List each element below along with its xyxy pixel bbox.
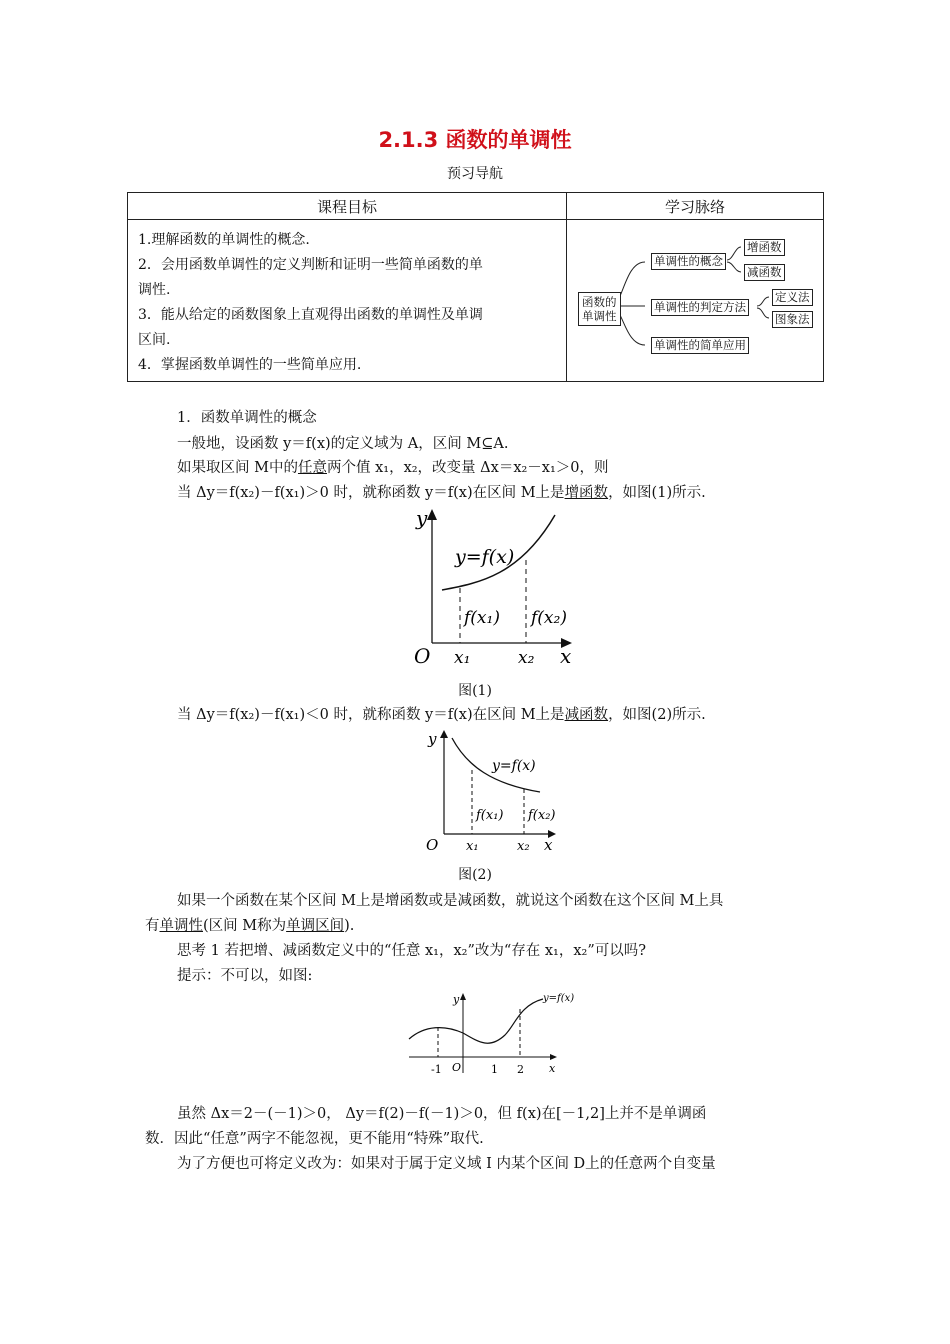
- underlined-term: 单调性: [159, 918, 203, 934]
- x1-label: x₁: [466, 839, 479, 854]
- goal-item: 3．能从给定的函数图象上直观得出函数的单调性及单调: [138, 307, 483, 323]
- underlined-term: 任意: [297, 460, 327, 476]
- text: 两个值 x₁，x₂，改变量 Δx＝x₂－x₁＞0，则: [326, 460, 609, 476]
- concept-map-cell: [567, 220, 824, 382]
- paragraph: 一般地，设函数 y＝f(x)的定义域为 A，区间 M⊆A.: [177, 436, 509, 452]
- figure-2-caption: 图(2): [458, 867, 492, 883]
- goal-item: 调性.: [138, 282, 171, 298]
- y-axis-label: y: [428, 730, 437, 748]
- section-subtitle: 预习导航: [447, 166, 503, 182]
- x-axis-label: x: [560, 644, 572, 668]
- origin-label: O: [426, 836, 439, 854]
- map-root-line1: 函数的: [582, 295, 617, 309]
- fx1-label: f(x₁): [464, 608, 500, 628]
- y-axis-label: y: [416, 506, 428, 530]
- curve-label: y=f(x): [543, 993, 575, 1004]
- paragraph: 为了方便也可将定义改为：如果对于属于定义域 I 内某个区间 D上的任意两个自变量: [177, 1156, 716, 1172]
- origin-label: O: [414, 644, 431, 668]
- page-title: 2.1.3 函数的单调性: [378, 128, 572, 152]
- map-branch-concept: 单调性的概念: [651, 253, 726, 270]
- concept-map: [567, 220, 823, 380]
- text: 有: [145, 918, 160, 934]
- underlined-term: 单调区间: [286, 918, 345, 934]
- y-axis-label: y: [453, 993, 460, 1006]
- text: ，如图(2)所示.: [608, 707, 706, 723]
- text: 当 Δy＝f(x₂)－f(x₁)＞0 时，就称函数 y＝f(x)在区间 M上是: [177, 485, 565, 501]
- fx1-label: f(x₁): [476, 808, 504, 823]
- paragraph: 提示：不可以，如图:: [177, 968, 313, 984]
- map-root-line2: 单调性: [582, 309, 617, 323]
- map-leaf-increasing: 增函数: [744, 239, 785, 256]
- underlined-term: 减函数: [564, 707, 609, 723]
- figure-3-counterexample: [405, 987, 585, 1079]
- tick-label: -1: [431, 1063, 442, 1076]
- x2-label: x₂: [517, 839, 530, 854]
- curve-label: y=f(x): [455, 546, 515, 568]
- goal-item: 2．会用函数单调性的定义判断和证明一些简单函数的单: [138, 257, 483, 273]
- section-heading: 1．函数单调性的概念: [177, 410, 317, 426]
- goals-table: [127, 192, 824, 382]
- x-axis-label: x: [549, 1062, 556, 1075]
- x1-label: x₁: [454, 648, 471, 668]
- goal-item: 1.理解函数的单调性的概念.: [138, 232, 310, 248]
- paragraph: [177, 480, 706, 506]
- paragraph: [177, 455, 609, 481]
- paragraph: 虽然 Δx＝2－(－1)＞0， Δy＝f(2)－f(－1)＞0，但 f(x)在[－1,2]上并不是单调函: [177, 1106, 707, 1122]
- paragraph: 如果一个函数在某个区间 M上是增函数或是减函数，就说这个函数在这个区间 M上具: [177, 893, 724, 909]
- text: 当 Δy＝f(x₂)－f(x₁)＜0 时，就称函数 y＝f(x)在区间 M上是: [177, 707, 565, 723]
- figure-1-increasing: [400, 505, 580, 670]
- paragraph: [145, 913, 354, 939]
- tick-label: 2: [517, 1063, 524, 1076]
- map-leaf-decreasing: 减函数: [744, 264, 785, 281]
- goal-item: 区间.: [138, 332, 171, 348]
- col-header-map: 学习脉络: [567, 193, 824, 220]
- tick-label: 1: [491, 1063, 498, 1076]
- paragraph: [177, 702, 706, 728]
- map-branch-application: 单调性的简单应用: [651, 337, 749, 354]
- figure-1-caption: 图(1): [458, 683, 492, 699]
- goal-list: [128, 220, 566, 378]
- map-leaf-definition: 定义法: [772, 289, 813, 306]
- origin-label: O: [452, 1061, 462, 1074]
- text: (区间 M称为: [203, 918, 287, 934]
- figure-2-decreasing: [422, 726, 562, 856]
- map-root: [578, 292, 621, 326]
- map-leaf-graph: 图象法: [772, 311, 813, 328]
- goals-cell: [128, 220, 567, 382]
- curve-label: y=f(x): [492, 758, 536, 774]
- text: ).: [344, 918, 355, 934]
- x-axis-label: x: [544, 836, 553, 854]
- underlined-term: 增函数: [564, 485, 609, 501]
- text: ，如图(1)所示.: [608, 485, 706, 501]
- text: 如果取区间 M中的: [177, 460, 298, 476]
- fx2-label: f(x₂): [528, 808, 556, 823]
- x2-label: x₂: [518, 648, 535, 668]
- paragraph: 数．因此“任意”两字不能忽视，更不能用“特殊”取代.: [145, 1131, 484, 1147]
- fx2-label: f(x₂): [531, 608, 567, 628]
- paragraph: 思考 1 若把增、减函数定义中的“任意 x₁，x₂”改为“存在 x₁，x₂”可以吗?: [177, 943, 647, 959]
- col-header-goals: 课程目标: [128, 193, 567, 220]
- goal-item: 4．掌握函数单调性的一些简单应用.: [138, 357, 362, 373]
- map-branch-methods: 单调性的判定方法: [651, 299, 749, 316]
